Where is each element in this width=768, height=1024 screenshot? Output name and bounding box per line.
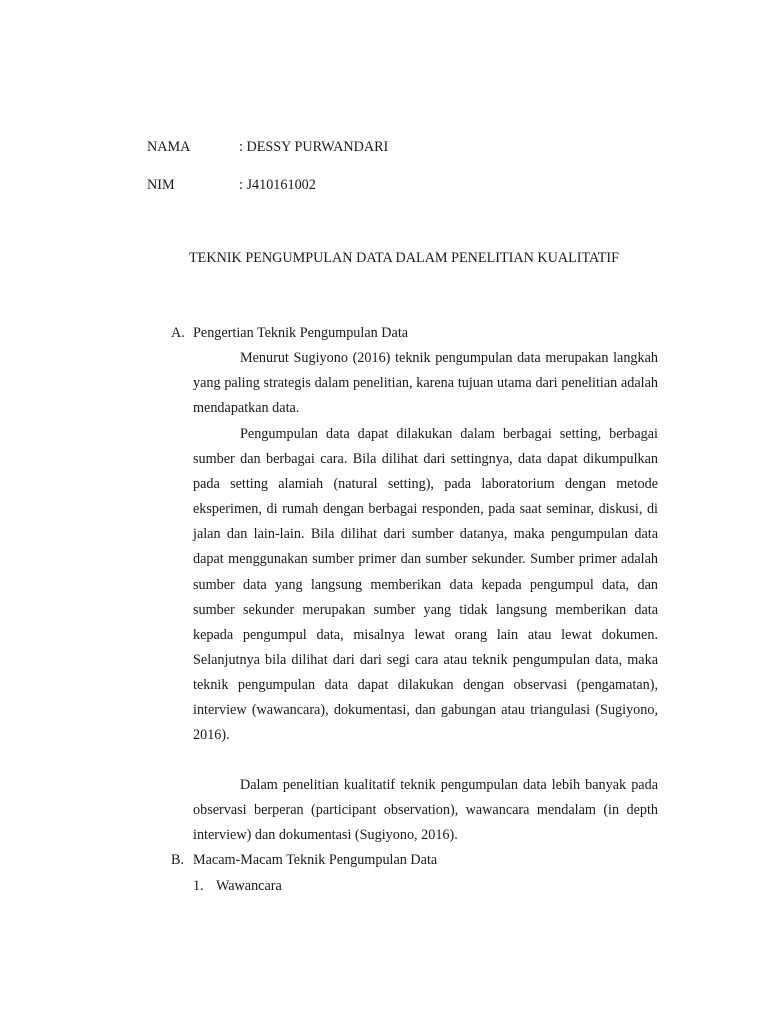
list-item bbox=[193, 876, 493, 896]
name-row bbox=[147, 137, 388, 157]
nim-label: NIM bbox=[147, 177, 175, 193]
section-a-paragraph-3: Dalam penelitian kualitatif teknik pengumpulan data lebih banyak pada observasi berperan (participant observation), wawancara mendalam (in depth interview) dan dokumentasi (Sugiyono, 2016). bbox=[193, 777, 658, 844]
list-item-marker: 1. bbox=[193, 878, 204, 894]
section-b-title: Macam-Macam Teknik Pengumpulan Data bbox=[193, 852, 438, 868]
name-label: NAMA bbox=[147, 139, 191, 155]
document-title: TEKNIK PENGUMPULAN DATA DALAM PENELITIAN KUALITATIF bbox=[188, 250, 619, 266]
list-item-label: Wawancara bbox=[216, 878, 282, 894]
nim-value: : J410161002 bbox=[239, 177, 316, 193]
nim-row bbox=[147, 175, 316, 195]
section-b-marker: B. bbox=[171, 852, 185, 868]
section-a-heading bbox=[171, 323, 571, 343]
section-a-paragraph-2: Pengumpulan data dapat dilakukan dalam berbagai setting, berbagai sumber dan berbagai cara. Bila dilihat dari settingnya, data dapat dikumpulkan pada setting alamiah (natural setting), pada laboratorium dengan metode eksperimen, di rumah dengan berbagai responden, pada saat seminar, diskusi, di jalan dan lain-lain. Bila dilihat dari sumber datanya, maka pengumpulan data dapat menggunakan sumber primer dan sumber sekunder. Sumber primer adalah sumber data yang langsung memberikan data kepada pengumpul data, dan sumber sekunder merupakan sumber yang tidak langsung memberikan data kepada pengumpul data, misalnya lewat orang lain atau lewat dokumen. Selanjutnya bila dilihat dari dari segi cara atau teknik pengumpulan data, maka teknik pengumpulan data dapat dilakukan dengan observasi (pengamatan), interview (wawancara), dokumentasi, dan gabungan atau triangulasi (Sugiyono, 2016). bbox=[193, 426, 658, 744]
section-a-title: Pengertian Teknik Pengumpulan Data bbox=[193, 325, 409, 341]
section-b-heading bbox=[171, 850, 571, 870]
section-a-marker: A. bbox=[171, 325, 185, 341]
section-a-paragraph-1: Menurut Sugiyono (2016) teknik pengumpulan data merupakan langkah yang paling strategis dalam penelitian, karena tujuan utama dari penelitian adalah mendapatkan data. bbox=[193, 350, 658, 417]
name-value: : DESSY PURWANDARI bbox=[239, 139, 389, 155]
